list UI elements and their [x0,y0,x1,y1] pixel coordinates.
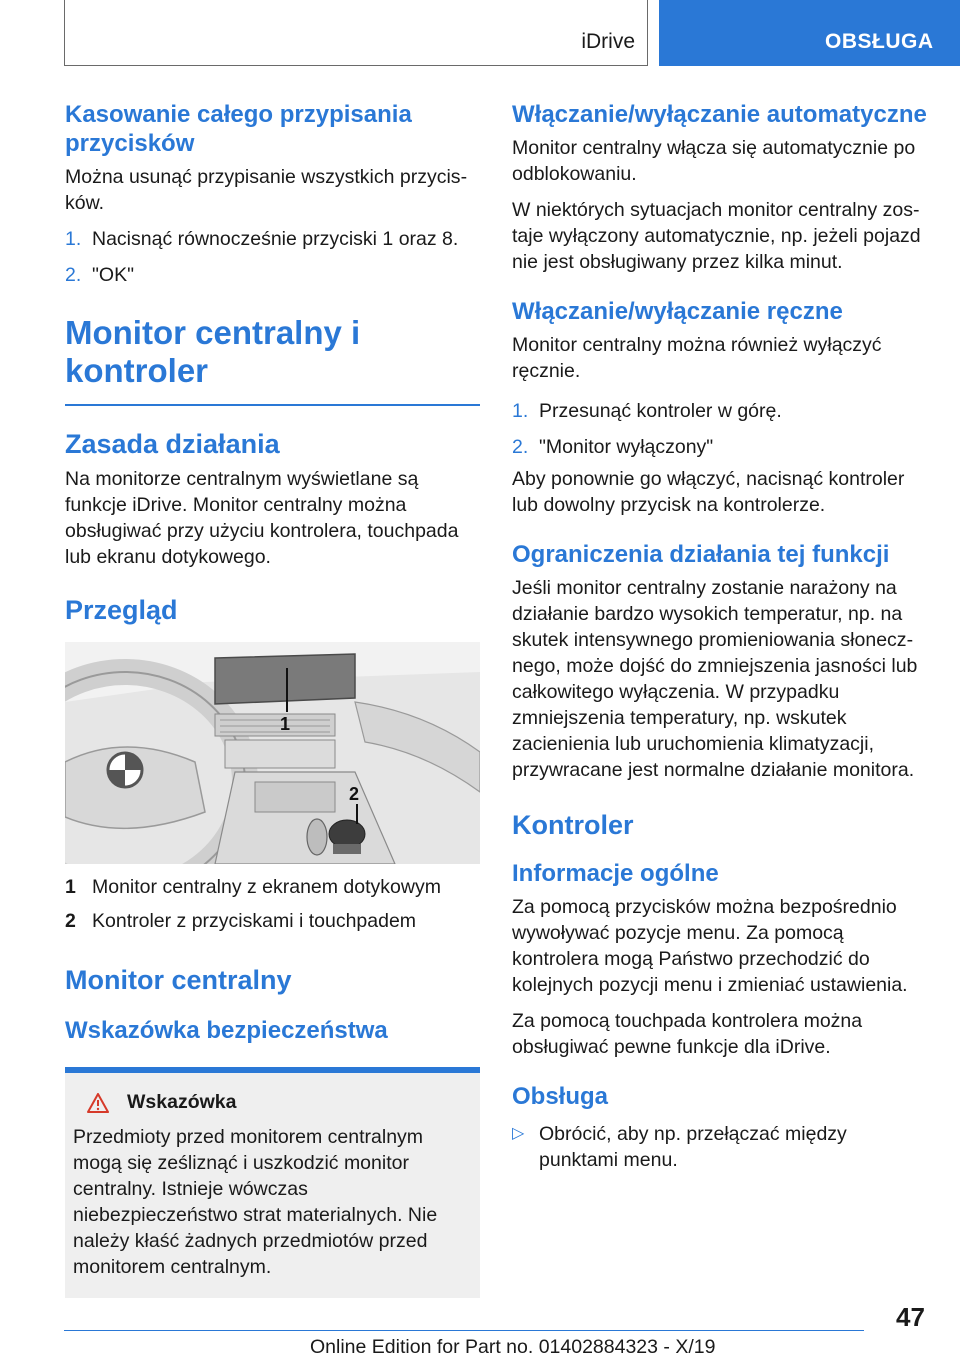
paragraph-limits: Jeśli monitor centralny zostanie narażony na działanie bardzo wysokich temperatur, np. na skutek intensywnego promieniowania słonecznego, może dojść do zmniejszenia jasności lub całkowitego wyłączenia. W przypadku zmniejszenia temperatury, np. wskutek zacienienia lub uruchomienia klimatyzacji, przywracane jest normalne działanie monitora. [512,577,918,781]
dashboard-illustration [65,642,480,864]
callout-1: 1 [280,714,291,734]
footer-edition: Online Edition for Part no. 01402884323 - X/19 [310,1336,716,1358]
warning-label: Wskazówka [127,1091,237,1113]
paragraph-general-2: Za pomocą touchpada kontrolera można obsługiwać pewne funkcje dla iDrive. [512,1010,863,1058]
step-manual-2 [512,434,927,460]
step-text: Przesunąć kontroler w górę. [539,400,782,422]
heading-safety-note: Wskazówka bezpieczeństwa [65,1017,388,1044]
heading-principle: Zasada działania [65,429,280,459]
callout-2: 2 [349,784,360,804]
heading-operation: Obsługa [512,1083,609,1110]
heading-manual-onoff: Włączanie/wyłączanie ręczne [512,298,843,325]
heading-controller: Kontroler [512,810,634,840]
triangle-bullet-icon: ▷ [512,1125,525,1142]
chapter-rule [65,404,480,406]
paragraph-general-1: Za pomocą przycisków można bezpośrednio wywoływać pozycje menu. Za pomocą kontrolera mogą Państwo przechodzić do kolejnych pozycji menu i zmieniać ustawienia. [512,896,908,996]
legend-number: 1 [65,876,76,898]
step-number: 2. [65,264,82,286]
step-text: "Monitor wyłączony" [539,436,714,458]
header-section-title: iDrive [581,30,635,53]
step-number: 1. [65,228,82,250]
paragraph-principle: Na monitorze centralnym wyświetlane są funkcje iDrive. Monitor centralny można obsługiwać przy użyciu kontrolera, touchpada lub ekranu dotykowego. [65,468,459,568]
heading-central-monitor: Monitor centralny [65,965,292,995]
warning-text: Przedmioty przed monitorem centralnym mogą się ześliznąć i uszkodzić monitor centralny. Istnieje wówczas niebezpieczeństwo strat materialnych. Nie należy kłaść żadnych przedmiotów przed monitorem centralnym. [73,1126,438,1278]
legend-text: Monitor centralny z ekranem dotykowym [92,876,441,898]
step-number: 1. [512,400,529,422]
warning-header [73,1091,470,1114]
paragraph-reset: Można usunąć przypisanie wszystkich przycisków. [65,166,468,214]
bullet-rotate [512,1121,927,1173]
heading-general-info: Informacje ogólne [512,860,719,887]
step-text: "OK" [92,264,135,286]
chapter-title: Monitor centralny i kontroler [65,314,361,389]
page-number: 47 [896,1302,925,1332]
step-reset-2 [65,262,480,288]
heading-limits: Ograniczenia działania tej funkcji [512,541,890,568]
right-column [512,100,927,1173]
legend-item-2 [65,908,480,934]
footer-rule [64,1330,864,1331]
step-reset-1 [65,226,480,252]
header-chapter-label: OBSŁUGA [825,30,934,53]
heading-auto-onoff: Włączanie/wyłączanie automatyczne [512,101,927,128]
step-manual-1 [512,398,927,424]
warning-triangle-icon [87,1093,109,1113]
left-column [65,100,480,1298]
legend-number: 2 [65,910,76,932]
warning-box [65,1067,480,1298]
paragraph-auto-2: W niektórych sytuacjach monitor centralny zostaje wyłączony automatycznie, np. jeżeli pojazd nie jest obsługiwany przez kilka minut. [512,199,921,273]
paragraph-auto-1: Monitor centralny włącza się automatycznie po odblokowaniu. [512,137,916,185]
heading-overview: Przegląd [65,595,178,625]
bullet-text: Obrócić, aby np. przełączać między punktami menu. [539,1123,847,1171]
paragraph-manual: Monitor centralny można również wyłączyć ręcznie. [512,334,882,382]
legend-item-1 [65,874,480,900]
step-number: 2. [512,436,529,458]
heading-reset-assignment: Kasowanie całego przypisania przycisków [65,101,412,157]
legend-text: Kontroler z przyciskami i touchpadem [92,910,417,932]
header-frame [64,0,648,66]
step-text: Nacisnąć równocześnie przyciski 1 oraz 8. [92,228,459,250]
paragraph-manual-2: Aby ponownie go włączyć, nacisnąć kontroler lub dowolny przycisk na kontrolerze. [512,468,905,516]
dashboard-drawing [65,642,480,864]
header-chapter-tab [659,0,960,66]
